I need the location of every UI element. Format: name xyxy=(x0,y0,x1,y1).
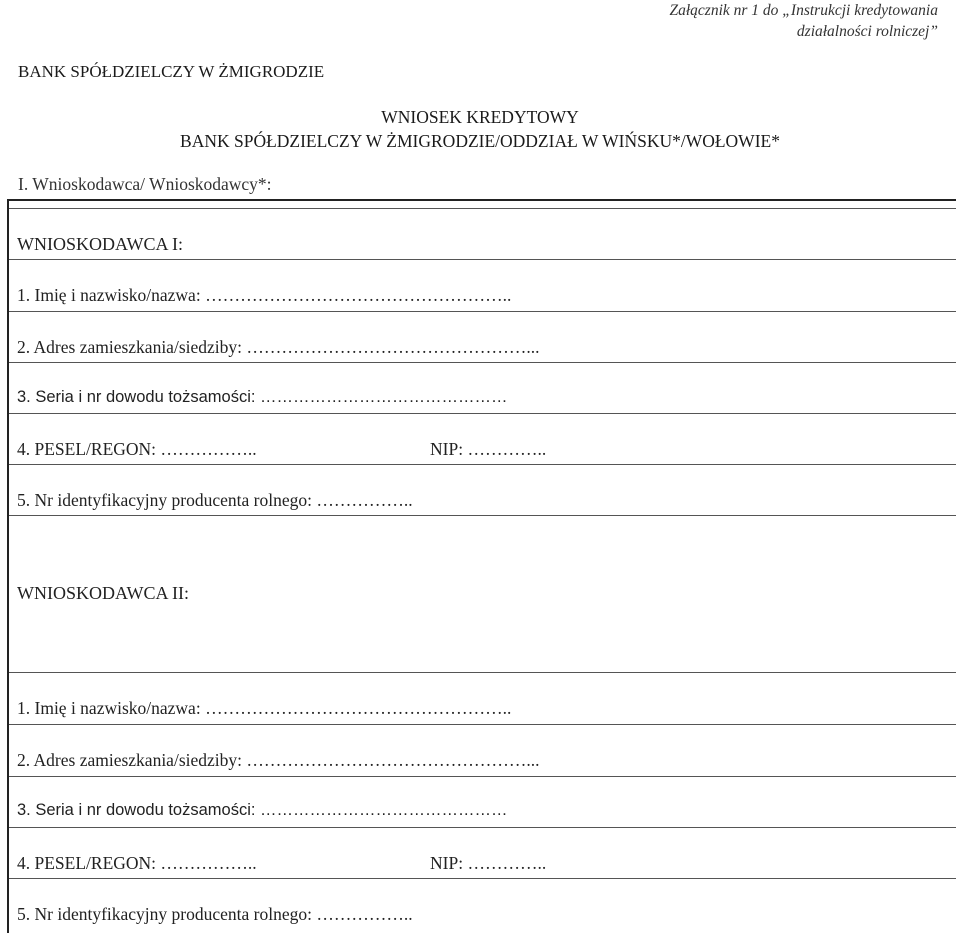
row-divider xyxy=(9,776,956,777)
document-title: WNIOSEK KREDYTOWY xyxy=(381,107,579,127)
applicant1-address-label: 2. Adres zamieszkania/siedziby: xyxy=(17,337,242,357)
applicant2-name-row[interactable] xyxy=(17,698,511,719)
applicant1-producer-field[interactable]: …………….. xyxy=(316,490,413,510)
row-divider xyxy=(9,672,956,673)
applicant2-id-row[interactable] xyxy=(17,801,508,820)
applicant2-address-field[interactable]: …………………………………………... xyxy=(246,750,540,770)
applicant1-producer-row[interactable] xyxy=(17,490,413,511)
applicant1-nip-label: NIP: xyxy=(430,439,464,459)
applicant1-id-field[interactable]: ……………………………………… xyxy=(260,388,508,406)
applicant2-name-label: 1. Imię i nazwisko/nazwa: xyxy=(17,698,201,718)
applicant2-producer-row[interactable] xyxy=(17,904,413,925)
applicant2-address-row[interactable] xyxy=(17,750,540,771)
bank-name: BANK SPÓŁDZIELCZY W ŻMIGRODZIE xyxy=(18,62,325,81)
row-divider xyxy=(9,464,956,465)
applicant2-nip-field[interactable]: ………….. xyxy=(467,853,547,873)
applicant2-pesel-field[interactable]: …………….. xyxy=(160,853,257,873)
applicant1-nip-row[interactable] xyxy=(430,439,546,460)
applicant1-id-row[interactable] xyxy=(17,388,508,407)
applicant2-heading: WNIOSKODAWCA II: xyxy=(17,583,190,603)
document-subtitle: BANK SPÓŁDZIELCZY W ŻMIGRODZIE/ODDZIAŁ W WIŃSKU*/WOŁOWIE* xyxy=(180,131,780,151)
applicant1-id-label: 3. Seria i nr dowodu tożsamości: xyxy=(17,388,256,406)
applicant2-producer-label: 5. Nr identyfikacyjny producenta rolnego: xyxy=(17,904,312,924)
attachment-note-line1: Załącznik nr 1 do „Instrukcji kredytowania xyxy=(669,2,938,19)
applicant2-name-field[interactable]: …………………………………………….. xyxy=(205,698,512,718)
row-divider xyxy=(9,311,956,312)
applicant1-name-row[interactable] xyxy=(17,285,511,306)
applicant1-name-label: 1. Imię i nazwisko/nazwa: xyxy=(17,285,201,305)
applicant-form xyxy=(7,199,956,933)
row-divider xyxy=(9,515,956,516)
applicant2-nip-row[interactable] xyxy=(430,853,546,874)
row-divider xyxy=(9,827,956,828)
row-divider xyxy=(9,259,956,260)
row-divider xyxy=(9,208,956,209)
applicant1-address-field[interactable]: …………………………………………... xyxy=(246,337,540,357)
applicant1-pesel-field[interactable]: …………….. xyxy=(160,439,257,459)
applicant2-producer-field[interactable]: …………….. xyxy=(316,904,413,924)
attachment-note-line2: działalności rolniczej” xyxy=(796,23,938,40)
applicant2-pesel-row[interactable] xyxy=(17,853,257,874)
applicant2-pesel-label: 4. PESEL/REGON: xyxy=(17,853,157,873)
applicant1-nip-field[interactable]: ………….. xyxy=(467,439,547,459)
applicant1-pesel-label: 4. PESEL/REGON: xyxy=(17,439,157,459)
applicant1-address-row[interactable] xyxy=(17,337,540,358)
row-divider xyxy=(9,724,956,725)
applicant2-nip-label: NIP: xyxy=(430,853,464,873)
row-divider xyxy=(9,878,956,879)
applicant1-name-field[interactable]: …………………………………………….. xyxy=(205,285,512,305)
section-label: I. Wnioskodawca/ Wnioskodawcy*: xyxy=(18,174,272,194)
row-divider xyxy=(9,413,956,414)
applicant2-address-label: 2. Adres zamieszkania/siedziby: xyxy=(17,750,242,770)
applicant1-producer-label: 5. Nr identyfikacyjny producenta rolnego: xyxy=(17,490,312,510)
row-divider xyxy=(9,362,956,363)
applicant2-id-label: 3. Seria i nr dowodu tożsamości: xyxy=(17,801,256,819)
attachment-note xyxy=(669,0,938,42)
applicant1-pesel-row[interactable] xyxy=(17,439,257,460)
applicant1-heading: WNIOSKODAWCA I: xyxy=(17,234,184,254)
applicant2-id-field[interactable]: ……………………………………… xyxy=(260,801,508,819)
